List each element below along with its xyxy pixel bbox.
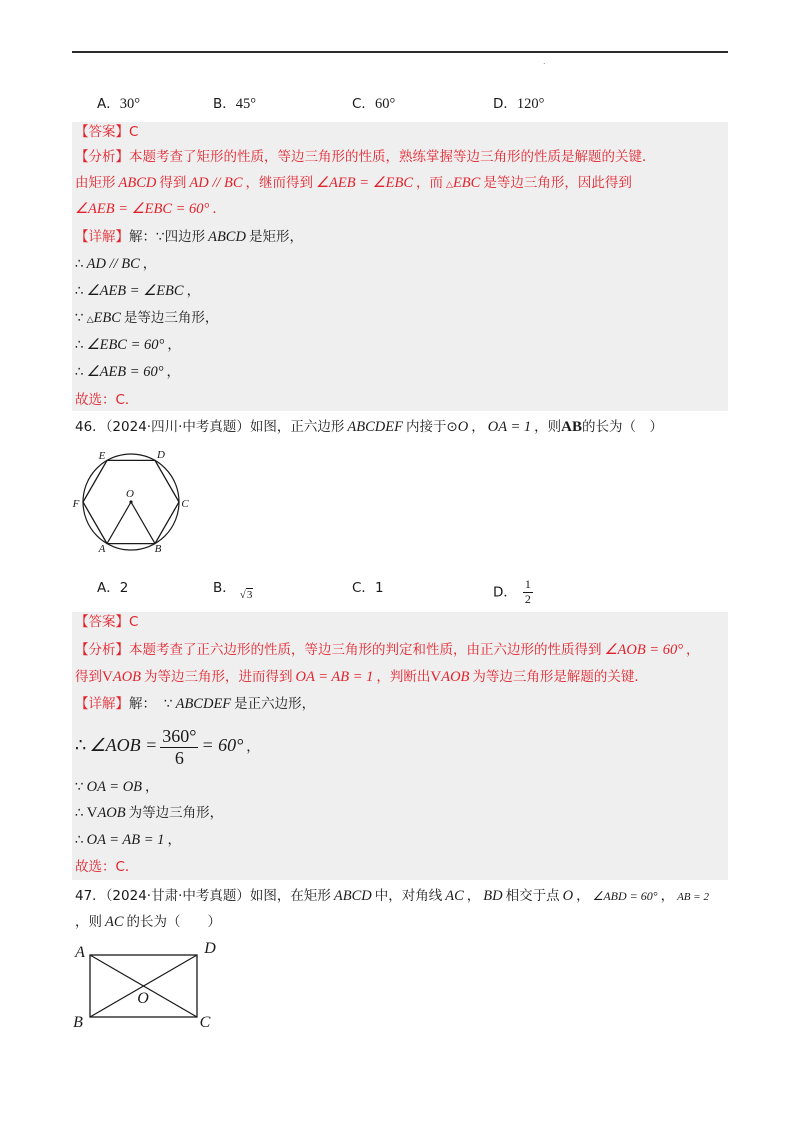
math-expr: AOB xyxy=(441,669,470,685)
q46-answer xyxy=(75,612,138,632)
text-segment: ， xyxy=(167,337,181,353)
text-segment: ， xyxy=(471,419,485,435)
option-letter: D． xyxy=(493,584,517,601)
q45-option-b xyxy=(213,94,256,114)
hexagon-diagram xyxy=(60,440,210,565)
math-expr-bold: AB xyxy=(561,419,582,435)
q46-option-c xyxy=(352,578,384,598)
q45-answer xyxy=(75,122,138,142)
text-segment: ． xyxy=(212,201,226,217)
text-segment: 为等边三角形， xyxy=(128,805,224,821)
text-segment: 是矩形， xyxy=(248,229,303,245)
option-letter: B． xyxy=(213,96,236,112)
q46-option-d xyxy=(493,577,533,606)
q45-option-a xyxy=(97,94,140,114)
math-expr: ∠AEB = ∠EBC xyxy=(86,283,184,299)
q46-option-b xyxy=(213,578,253,601)
text-segment: ， xyxy=(686,642,700,658)
math-expr: ∠AOB = 60° xyxy=(604,642,684,658)
option-value: 1 xyxy=(374,580,384,596)
q46-detail-line-4 xyxy=(75,803,223,823)
q46-conclusion: 故选：C． xyxy=(75,859,139,875)
segment-oa xyxy=(107,502,131,544)
fraction-numerator: 1 xyxy=(524,577,531,591)
therefore-symbol: ∴ xyxy=(75,337,84,353)
text-segment: ， xyxy=(145,779,159,795)
therefore-symbol: ∴ xyxy=(75,256,84,272)
therefore-symbol: ∴ xyxy=(75,832,84,848)
math-expr: ABCD xyxy=(118,175,157,191)
fraction-denominator: 2 xyxy=(524,591,531,606)
q46-analysis-line-1 xyxy=(75,640,700,660)
option-letter: C． xyxy=(352,580,375,596)
math-expr: AD // BC xyxy=(86,256,140,272)
math-expr: ABCD xyxy=(333,888,372,904)
fraction xyxy=(160,726,198,768)
text-segment: 47．（2024·甘肃·中考真题）如图，在矩形 xyxy=(75,888,331,904)
because-symbol: ∵ xyxy=(75,779,84,795)
text-segment: ， xyxy=(466,888,481,904)
math-expr: AC xyxy=(445,888,464,904)
circle-symbol: ⊙ xyxy=(446,419,458,435)
text-segment: 是正六边形， xyxy=(234,696,316,712)
radicand: 3 xyxy=(246,589,253,601)
therefore-symbol: ∴ xyxy=(75,805,84,821)
math-expr: ∠AEB = ∠EBC = 60° xyxy=(75,201,210,217)
text-segment: ， xyxy=(186,283,201,299)
text-segment: 本题考查了正六边形的性质，等边三角形的判定和性质，由正六边形的性质得到 xyxy=(129,642,602,658)
label-f: F xyxy=(72,498,80,510)
math-expr: AD // BC xyxy=(189,175,243,191)
text-segment: 的长为（ ） xyxy=(581,419,663,435)
q47-title-line-1 xyxy=(75,886,712,906)
text-segment: 解： xyxy=(129,696,156,712)
q46-detail-line-1 xyxy=(75,694,315,714)
q46-detail-line-3 xyxy=(75,777,159,797)
math-expr: AB = 2 xyxy=(677,891,709,903)
math-expr: OA = OB xyxy=(86,779,143,795)
q45-detail-line-4 xyxy=(75,308,218,328)
q45-option-d xyxy=(493,94,544,114)
q45-conclusion: 故选：C． xyxy=(75,392,139,408)
q45-option-c xyxy=(352,94,395,114)
option-value: 2 xyxy=(119,580,129,596)
text-segment: ， xyxy=(167,832,181,848)
math-expr: ABCD xyxy=(208,229,246,245)
math-expr: ∠AEB = 60° xyxy=(86,364,164,380)
option-letter: D． xyxy=(493,96,517,112)
q46-detail-line-2 xyxy=(75,724,260,766)
answer-value: C xyxy=(129,614,139,630)
answer-tag: 【答案】 xyxy=(75,614,129,630)
text-segment: 为等边三角形是解题的关键． xyxy=(472,669,648,685)
q45-solution-box xyxy=(72,122,728,411)
fraction xyxy=(523,578,533,607)
math-expr: ABCDEF xyxy=(347,419,403,435)
math-expr: ∠AEB = ∠EBC xyxy=(316,175,414,191)
math-expr: EBC xyxy=(452,175,481,191)
therefore-symbol: ∴ xyxy=(75,364,84,380)
header-rule xyxy=(72,51,728,53)
center-point-o xyxy=(129,500,132,503)
detail-tag: 【详解】 xyxy=(75,229,129,245)
option-letter: A． xyxy=(97,96,120,112)
label-c: C xyxy=(199,1014,211,1031)
text-segment: ，则 xyxy=(534,419,562,435)
label-o: O xyxy=(126,488,134,500)
math-expr: AOB xyxy=(97,805,126,821)
option-value: 120° xyxy=(516,96,545,112)
triangle-symbol: △ xyxy=(446,180,453,190)
text-segment: ，判断出 xyxy=(376,669,431,685)
text-segment: 内接于 xyxy=(405,419,447,435)
header-mark: . xyxy=(543,57,546,66)
label-e: E xyxy=(98,450,106,462)
option-letter: A． xyxy=(97,580,120,596)
triangle-symbol: V xyxy=(86,805,98,821)
triangle-symbol: V xyxy=(430,669,442,685)
label-a: A xyxy=(75,944,85,961)
label-o: O xyxy=(137,990,149,1007)
option-letter: C． xyxy=(352,96,375,112)
detail-tag: 【详解】 xyxy=(75,696,129,712)
q47-title-line-2 xyxy=(75,912,221,932)
text-segment: 由矩形 xyxy=(75,175,116,191)
q46-solution-box xyxy=(72,612,728,880)
math-expr: AC xyxy=(105,914,124,930)
text-segment: 46．（2024·四川·中考真题）如图，正六边形 xyxy=(75,419,345,435)
triangle-symbol: △ xyxy=(86,315,94,325)
math-expr: AOB xyxy=(112,669,142,685)
math-expr: = 60° xyxy=(201,735,244,755)
math-expr: BD xyxy=(483,888,503,904)
label-b: B xyxy=(154,543,162,555)
sqrt-sign: √ xyxy=(239,589,246,601)
text-segment: 中，对角线 xyxy=(374,888,443,904)
fraction-numerator: 360° xyxy=(162,725,197,746)
option-value: 45° xyxy=(235,96,257,112)
q46-analysis-line-2 xyxy=(75,667,648,687)
text-segment: 解：∵四边形 xyxy=(129,229,206,245)
answer-value: C xyxy=(129,124,139,140)
math-expr: O xyxy=(562,888,574,904)
text-segment: ， xyxy=(246,739,260,755)
text-segment: 是等边三角形，因此得到 xyxy=(483,175,632,191)
because-symbol: ∵ xyxy=(75,310,84,326)
label-a: A xyxy=(98,543,106,555)
therefore-symbol: ∴ xyxy=(75,283,84,299)
q45-detail-line-3 xyxy=(75,281,200,301)
text-segment: ， xyxy=(660,888,675,904)
math-expr: O xyxy=(457,419,469,435)
math-expr: OA = AB = 1 xyxy=(86,832,165,848)
q45-detail-line-6 xyxy=(75,362,180,382)
text-segment: 是等边三角形， xyxy=(123,310,219,326)
analysis-tag: 【分析】 xyxy=(75,149,129,165)
q45-detail-line-1 xyxy=(75,227,303,247)
fraction-denominator: 6 xyxy=(174,747,184,768)
text-segment: 的长为（ ） xyxy=(126,914,222,930)
text-segment: 得到 xyxy=(75,669,102,685)
math-expr: ABCDEF xyxy=(175,696,232,712)
label-c: C xyxy=(181,498,189,510)
triangle-symbol: V xyxy=(102,669,113,685)
q46-title xyxy=(75,417,663,437)
math-expr: OA = AB = 1 xyxy=(295,669,374,685)
analysis-tag: 【分析】 xyxy=(75,642,129,658)
text-segment: 为等边三角形，进而得到 xyxy=(144,669,293,685)
therefore-symbol: ∴ xyxy=(75,735,87,756)
q45-detail-line-5 xyxy=(75,335,181,355)
q46-option-a xyxy=(97,578,128,598)
math-expr: ∠EBC = 60° xyxy=(86,337,165,353)
q45-analysis-line-1 xyxy=(75,147,656,167)
text-segment: ，则 xyxy=(75,914,102,930)
label-b: B xyxy=(73,1014,83,1031)
q45-detail-line-2 xyxy=(75,254,156,274)
text-segment: ， xyxy=(142,256,157,272)
math-expr: OA = 1 xyxy=(487,419,532,435)
option-letter: B． xyxy=(213,580,236,596)
sqrt-expr xyxy=(240,585,254,605)
text-segment: ， xyxy=(576,888,590,904)
text-segment: 得到 xyxy=(159,175,187,191)
option-value: 60° xyxy=(374,96,396,112)
text-segment: ，继而得到 xyxy=(245,175,314,191)
because-symbol: ∵ xyxy=(164,696,173,712)
math-expr: ∠AOB = xyxy=(89,735,158,755)
math-expr: ∠ABD = 60° xyxy=(592,889,658,903)
math-expr: EBC xyxy=(93,310,121,326)
q46-detail-line-5 xyxy=(75,830,181,850)
answer-tag: 【答案】 xyxy=(75,124,129,140)
q45-analysis-line-2 xyxy=(75,173,632,193)
text-segment: ， xyxy=(166,364,180,380)
label-d: D xyxy=(204,940,216,957)
text-segment: ，而 xyxy=(416,175,444,191)
text-segment: 相交于点 xyxy=(505,888,560,904)
text-segment: 本题考查了矩形的性质，等边三角形的性质，熟练掌握等边三角形的性质是解题的关键． xyxy=(129,149,656,165)
q45-analysis-line-3 xyxy=(75,199,226,219)
rectangle-diagram xyxy=(65,935,225,1035)
option-value: 30° xyxy=(119,96,141,112)
segment-ob xyxy=(131,502,155,544)
label-d: D xyxy=(157,449,165,461)
